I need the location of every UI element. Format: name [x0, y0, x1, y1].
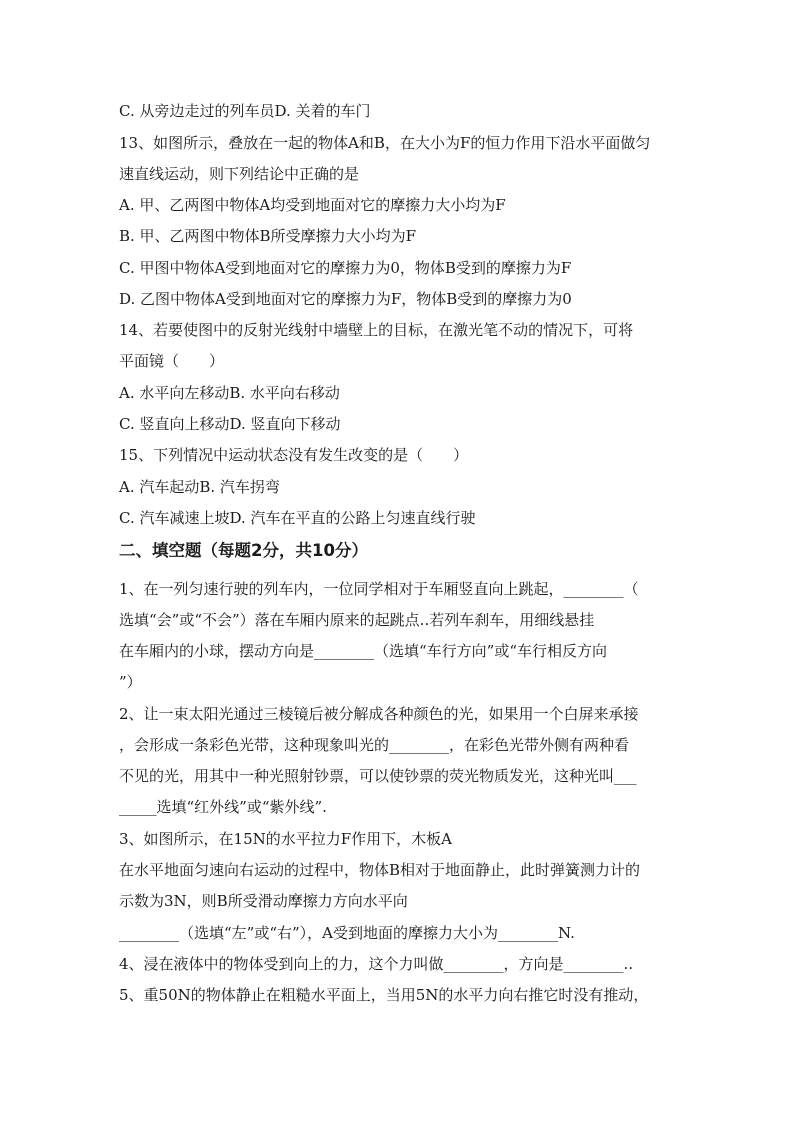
q14-options-cd: C. 竖直向上移动D. 竖直向下移动 — [119, 415, 341, 433]
fill-q1-line3: 在车厢内的小球，摆动方向是________（选填“车行方向”或“车行相反方向 — [119, 642, 608, 660]
fill-q3-line2: 在水平地面匀速向右运动的过程中，物体B相对于地面静止，此时弹簧测力计的 — [119, 861, 641, 879]
fill-q1-line1: 1、在一列匀速行驶的列车内，一位同学相对于车厢竖直向上跳起，________（ — [119, 580, 639, 598]
fill-q3-line1: 3、如图所示，在15N的水平拉力F作用下，木板A — [119, 830, 452, 848]
fill-q2-line4: _____选填“红外线”或“紫外线”. — [119, 798, 327, 816]
q13-option-b: B. 甲、乙两图中物体B所受摩擦力大小均为F — [119, 227, 416, 245]
fill-q3-line4: ________（选填“左”或“右”），A受到地面的摩擦力大小为________N. — [119, 924, 575, 942]
q14-stem-line1: 14、若要使图中的反射光线射中墙壁上的目标，在激光笔不动的情况下，可将 — [119, 321, 634, 339]
fill-q4-line1: 4、浸在液体中的物体受到向上的力，这个力叫做________，方向是________.. — [119, 955, 634, 973]
fill-q2-line3: 不见的光，用其中一种光照射钞票，可以使钞票的荧光物质发光，这种光叫___ — [119, 767, 637, 785]
q13-stem-line2: 速直线运动，则下列结论中正确的是 — [119, 165, 360, 183]
q13-option-d: D. 乙图中物体A受到地面对它的摩擦力为F，物体B受到的摩擦力为0 — [119, 290, 572, 308]
section-heading: 二、填空题（每题2分，共10分） — [119, 541, 368, 560]
q15-stem: 15、下列情况中运动状态没有发生改变的是（ ） — [119, 446, 469, 464]
q14-stem-line2: 平面镜（ ） — [119, 352, 225, 370]
q15-options-ab: A. 汽车起动B. 汽车拐弯 — [119, 478, 280, 496]
fill-q2-line2: ，会形成一条彩色光带，这种现象叫光的________，在彩色光带外侧有两种看 — [119, 736, 630, 754]
fill-q2-line1: 2、让一束太阳光通过三棱镜后被分解成各种颜色的光，如果用一个白屏来承接 — [119, 705, 639, 723]
fill-q5-line1: 5、重50N的物体静止在粗糙水平面上，当用5N的水平力向右推它时没有推动， — [119, 986, 649, 1004]
q14-options-ab: A. 水平向左移动B. 水平向右移动 — [119, 384, 340, 402]
q12-option-c: C. 从旁边走过的列车员D. 关着的车门 — [119, 102, 371, 120]
q13-option-c: C. 甲图中物体A受到地面对它的摩擦力为0，物体B受到的摩擦力为F — [119, 259, 572, 277]
fill-q1-line4: ”） — [119, 673, 142, 691]
q13-stem-line1: 13、如图所示，叠放在一起的物体A和B，在大小为F的恒力作用下沿水平面做匀 — [119, 134, 651, 152]
fill-q1-line2: 选填“会”或“不会”）落在车厢内原来的起跳点..若列车刹车，用细线悬挂 — [119, 611, 595, 629]
q15-options-cd: C. 汽车减速上坡D. 汽车在平直的公路上匀速直线行驶 — [119, 509, 476, 527]
fill-q3-line3: 示数为3N，则B所受滑动摩擦力方向水平向 — [119, 892, 408, 910]
q13-option-a: A. 甲、乙两图中物体A均受到地面对它的摩擦力大小均为F — [119, 196, 506, 214]
